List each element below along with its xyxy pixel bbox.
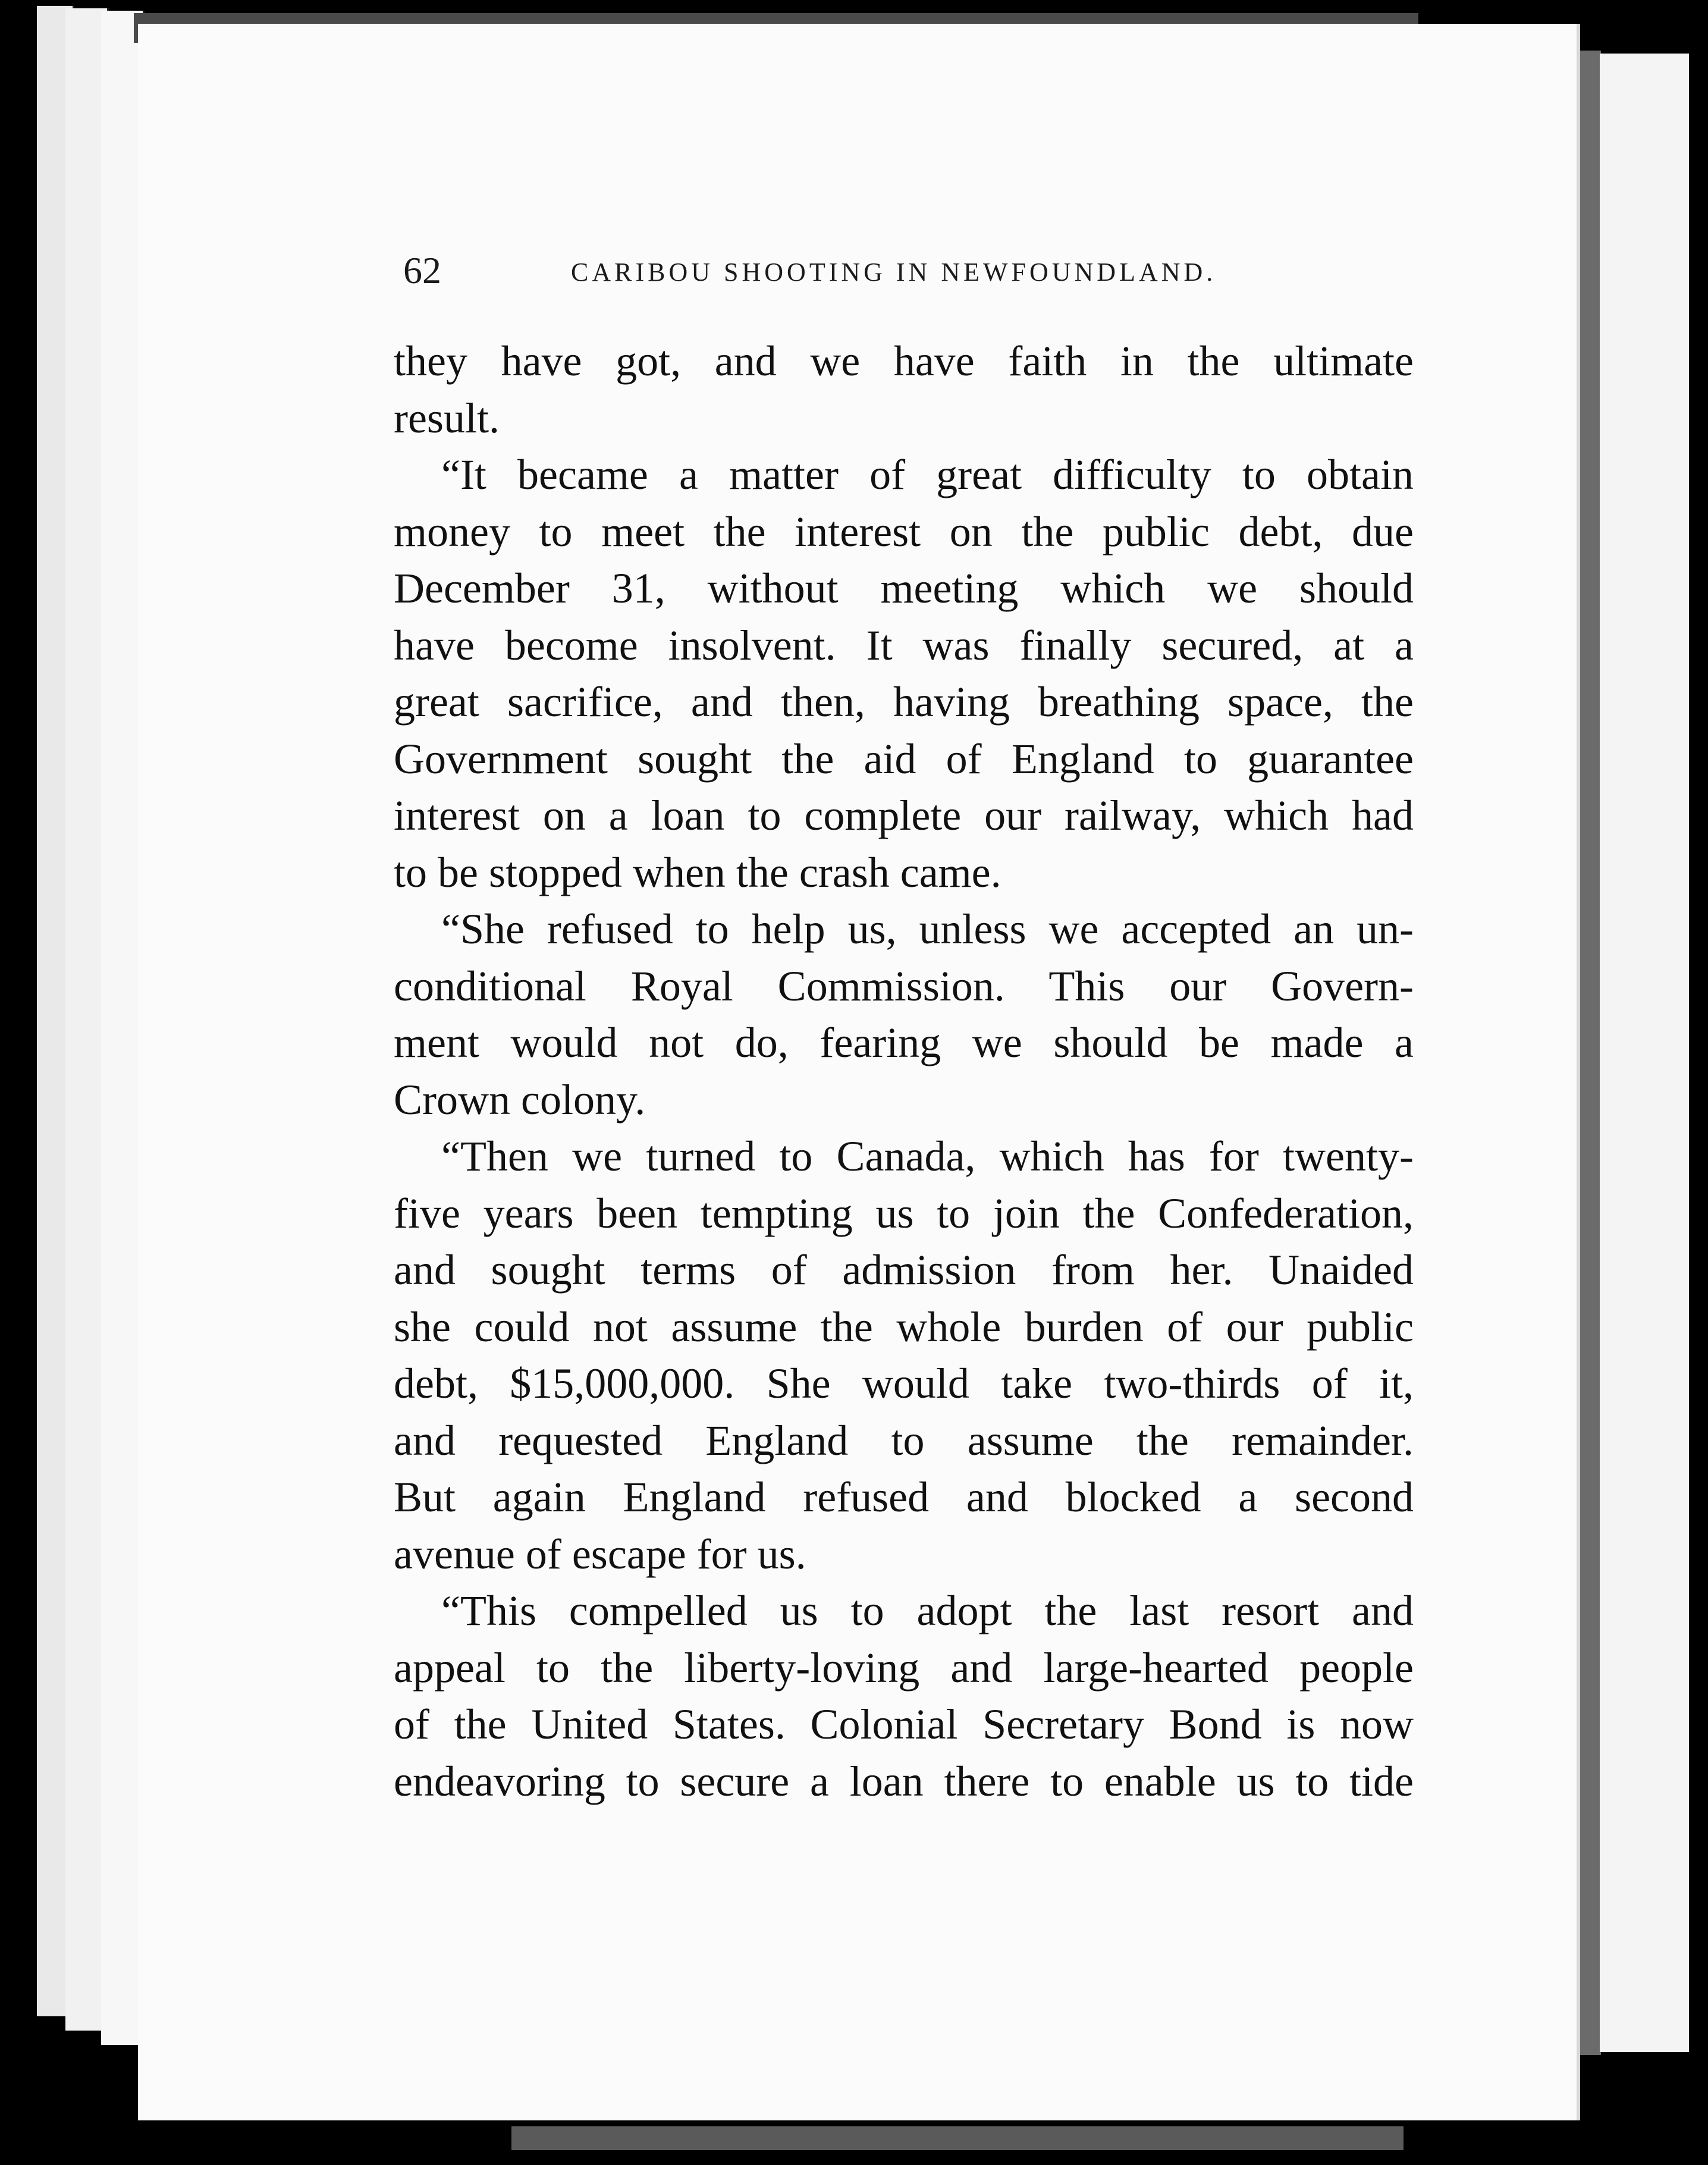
text-line: Government sought the aid of England to guarantee bbox=[394, 735, 1414, 783]
text-line: and sought terms of admission from her. Unaided bbox=[394, 1246, 1414, 1294]
paragraph bbox=[394, 333, 1414, 447]
paragraph bbox=[394, 901, 1414, 1128]
bottom-shadow bbox=[511, 2126, 1404, 2150]
text-line: appeal to the liberty-loving and large-hearted people bbox=[394, 1643, 1414, 1692]
text-line: have become insolvent. It was finally secured, at a bbox=[394, 621, 1414, 669]
text-line: avenue of escape for us. bbox=[394, 1530, 806, 1578]
text-line: Crown colony. bbox=[394, 1075, 646, 1124]
text-line: and requested England to assume the remainder. bbox=[394, 1416, 1414, 1464]
page-number: 62 bbox=[403, 249, 441, 291]
text-line: “Then we turned to Canada, which has for twenty- bbox=[441, 1132, 1414, 1180]
text-line: of the United States. Colonial Secretary Bond is now bbox=[394, 1700, 1414, 1748]
paragraph bbox=[394, 1583, 1414, 1810]
text-line: December 31, without meeting which we should bbox=[394, 564, 1414, 612]
text-line: she could not assume the whole burden of our public bbox=[394, 1303, 1414, 1351]
paragraph bbox=[394, 1128, 1414, 1583]
text-line: debt, $15,000,000. She would take two-thirds of it, bbox=[394, 1360, 1414, 1407]
running-head: CARIBOU SHOOTING IN NEWFOUNDLAND. bbox=[571, 258, 1217, 287]
text-line: they have got, and we have faith in the ultimate bbox=[394, 337, 1414, 385]
facing-page bbox=[1600, 54, 1689, 2052]
text-line: “It became a matter of great difficulty to obtain bbox=[441, 451, 1414, 498]
paragraph bbox=[394, 447, 1414, 901]
text-line: great sacrifice, and then, having breathing space, the bbox=[394, 678, 1414, 726]
text-line: But again England refused and blocked a second bbox=[394, 1473, 1414, 1521]
text-line: to be stopped when the crash came. bbox=[394, 848, 1001, 896]
page-header bbox=[403, 247, 1277, 294]
text-line: interest on a loan to complete our railway, which had bbox=[394, 792, 1414, 839]
text-line: ment would not do, fearing we should be made a bbox=[394, 1019, 1414, 1066]
body-text bbox=[394, 333, 1414, 1810]
text-line: conditional Royal Commission. This our Govern- bbox=[394, 962, 1414, 1010]
text-line: “She refused to help us, unless we accepted an un- bbox=[441, 905, 1414, 953]
text-line: money to meet the interest on the public debt, due bbox=[394, 507, 1414, 556]
text-line: five years been tempting us to join the Confederation, bbox=[394, 1189, 1414, 1237]
text-line: “This compelled us to adopt the last resort and bbox=[441, 1587, 1414, 1634]
text-line: result. bbox=[394, 394, 500, 442]
text-line: endeavoring to secure a loan there to enable us to tide bbox=[394, 1757, 1414, 1805]
